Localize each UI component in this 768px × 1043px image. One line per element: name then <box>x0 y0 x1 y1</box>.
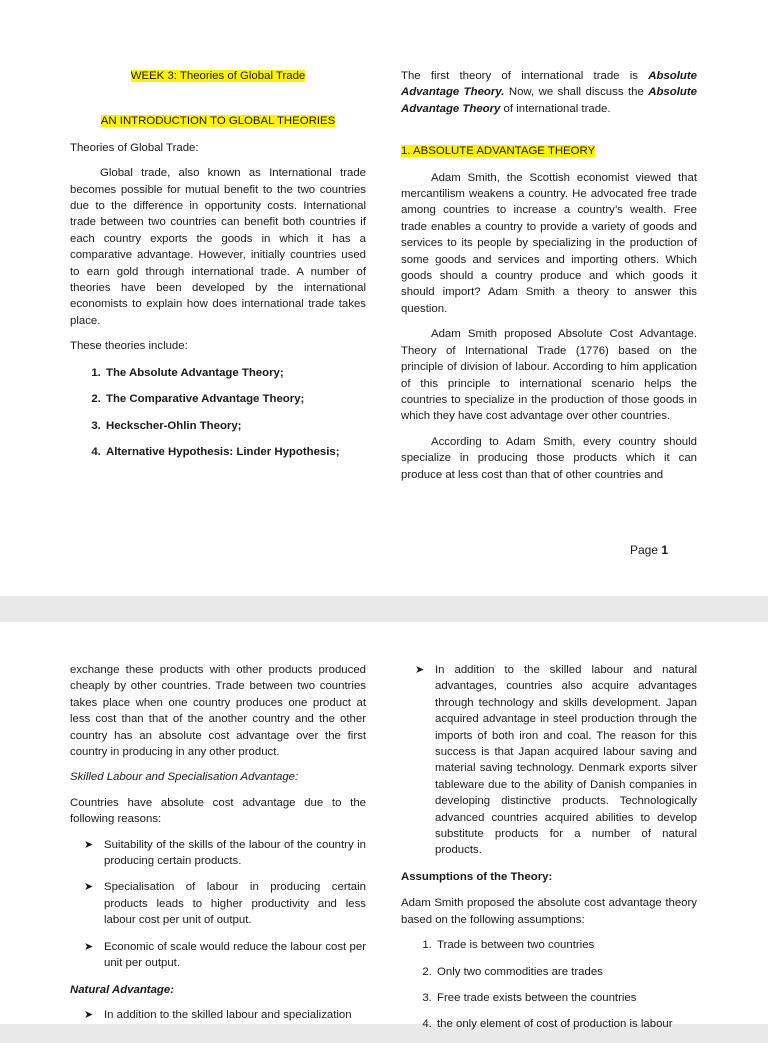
skilled-labour-heading: Skilled Labour and Specialisation Advantage: <box>70 771 299 784</box>
list-item: ➤ Suitability of the skills of the labour of the country in producing certain products. <box>84 838 366 868</box>
theories-list <box>70 365 366 461</box>
intro-paragraph: Global trade, also known as International trade becomes possible for mutual benefit to the two countries due to the difference in opportunity costs. International trade between two countries can benefit both countries if each country exports the goods in which it has a comparative advantage. However, initially countries used to earn gold through international trade. A number of theories have been developed by the international economists to explain how does international trade takes place. <box>70 167 366 327</box>
assumptions-intro: Adam Smith proposed the absolute cost advantage theory based on the following assumptions: <box>401 897 697 926</box>
arrow-bullet-icon: ➤ <box>84 881 94 894</box>
arrow-bullet-icon: ➤ <box>84 1008 94 1021</box>
assumptions-heading: Assumptions of the Theory: <box>401 870 553 883</box>
assumptions-list <box>401 937 697 1033</box>
list-item: 1. The Absolute Advantage Theory; <box>104 365 366 381</box>
page2-right-column <box>401 662 697 1043</box>
page1-left-column <box>70 68 366 470</box>
arrow-bullet-icon: ➤ <box>415 664 425 676</box>
theory-intro: The first theory of international trade is Absolute Advantage Theory. Now, we shall discuss the Absolute Advantage Theory of international trade. <box>401 70 697 115</box>
list-item: ➤ Specialisation of labour in producing certain products leads to higher productivity and less labour cost per unit of output. <box>84 881 366 927</box>
week-title: WEEK 3: Theories of Global Trade <box>130 70 306 82</box>
theories-subheading: Theories of Global Trade: <box>70 141 199 154</box>
reasons-intro: Countries have absolute cost advantage due to the following reasons: <box>70 796 366 826</box>
list-item: 2. Only two commodities are trades <box>435 964 697 980</box>
list-item: ➤ In addition to the skilled labour and natural advantages, countries also acquire advantages through technology and skills development. Japan acquired advantage in steel production through the imports of both iron and coal. The reason for this success is that Japan acquired labour saving and material saving technology. Denmark exports silver tableware due to the ability of Danish companies in developing distinctive products. Technologically advanced countries acquired abilities to develop substitute products for a number of natural products. <box>415 664 697 857</box>
page-number: Page 1 <box>629 543 668 557</box>
smith-paragraph-2: Adam Smith proposed Absolute Cost Advantage. Theory of International Trade (1776) based on the principle of division of labour. According to him application of this principle to international scenario helps the countries to specialize in the production of those goods in which they have cost advantage over other countries. <box>401 328 697 423</box>
technology-list <box>401 662 697 859</box>
arrow-bullet-icon: ➤ <box>84 940 94 953</box>
page2-left-column <box>70 662 366 1033</box>
smith-paragraph-1: Adam Smith, the Scottish economist viewed that mercantilism weakens a country. He advocated free trade among countries to increase a country’s wealth. Free trade enables a country to provide a variety of goods and services to its people by specializing in the production of some goods and services and importing others. Which goods should a country produce and which goods it should import? Adam Smith a theory to answer this question. <box>401 171 697 315</box>
list-item: 2. The Comparative Advantage Theory; <box>104 391 366 407</box>
list-item: 1. Trade is between two countries <box>435 937 697 953</box>
smith-paragraph-3: According to Adam Smith, every country should specialize in producing those products which it can produce at less cost than that of other countries and <box>401 435 697 481</box>
page-2 <box>0 622 768 1031</box>
intro-heading: AN INTRODUCTION TO GLOBAL THEORIES <box>100 115 336 128</box>
natural-advantage-heading: Natural Advantage: <box>70 983 175 996</box>
section-heading-absolute-advantage: 1. ABSOLUTE ADVANTAGE THEORY <box>401 145 596 158</box>
list-item: 4. the only element of cost of production is labour <box>435 1016 697 1032</box>
arrow-bullet-icon: ➤ <box>84 838 94 851</box>
list-item: 3. Free trade exists between the countries <box>435 990 697 1006</box>
reasons-list <box>70 837 366 972</box>
list-item: 3. Heckscher-Ohlin Theory; <box>104 418 366 434</box>
list-intro: These theories include: <box>70 340 188 353</box>
natural-list <box>70 1007 366 1023</box>
exchange-paragraph: exchange these products with other products produced cheaply by other countries. Trade between two countries takes place when one country produces one product at less cost than that of the another country and the other country has an absolute cost advantage over the first country in producing in any other product. <box>70 664 366 759</box>
list-item: 4. Alternative Hypothesis: Linder Hypothesis; <box>104 444 366 460</box>
list-item: ➤ Economic of scale would reduce the labour cost per unit per output. <box>84 940 366 970</box>
list-item: ➤ In addition to the skilled labour and specialization <box>104 1007 366 1023</box>
page1-right-column <box>401 68 697 492</box>
